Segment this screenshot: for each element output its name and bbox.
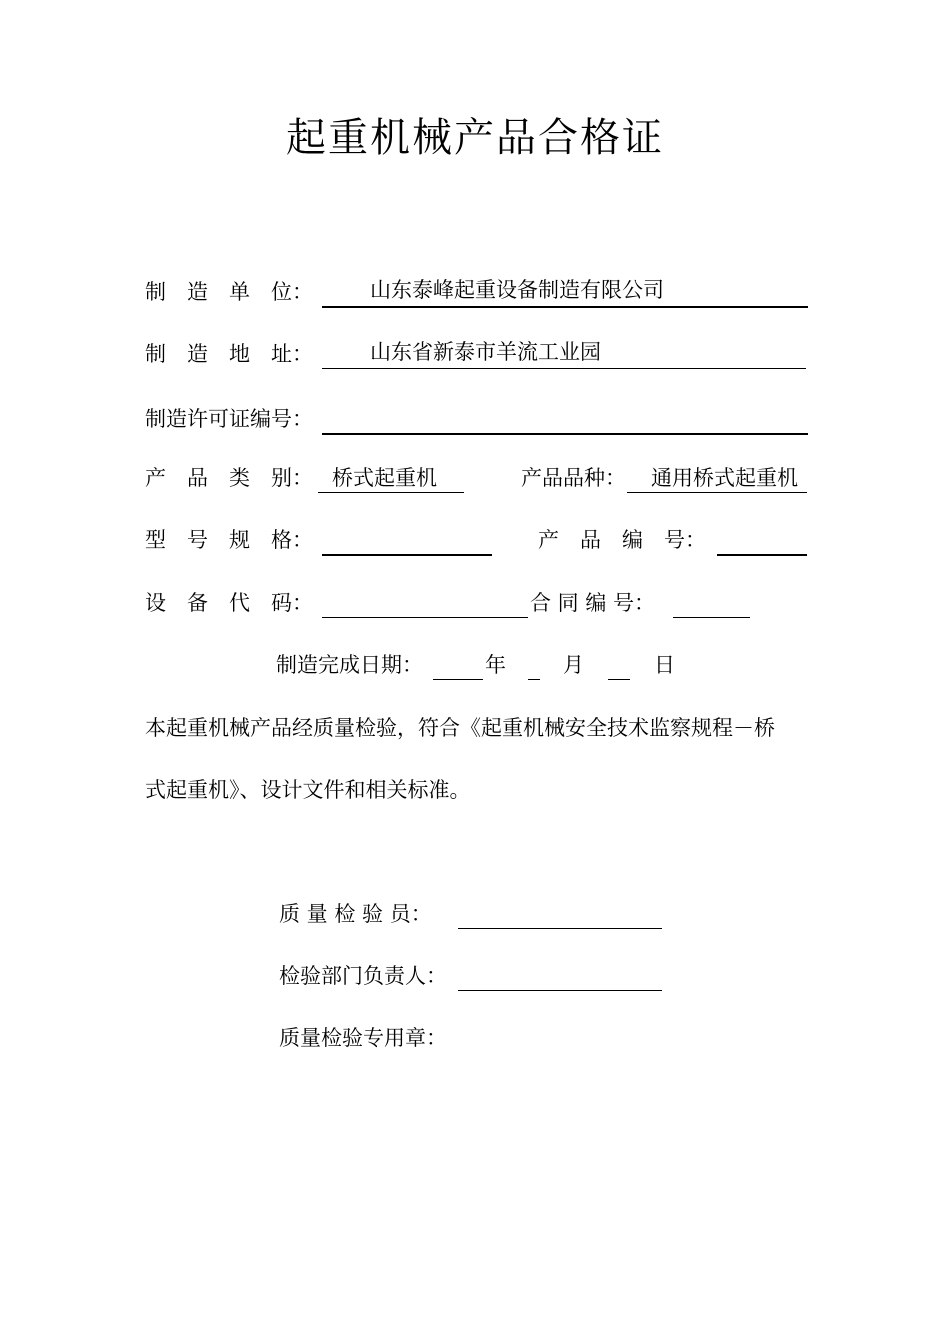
manufacturer-underline: [322, 306, 808, 308]
category-value: 桥式起重机: [332, 466, 437, 490]
category-underline: [318, 492, 464, 493]
equipment-code-label: 设 备 代 码：: [145, 591, 313, 615]
license-underline: [322, 433, 808, 435]
address-label: 制 造 地 址：: [145, 342, 313, 366]
contract-no-underline: [673, 617, 750, 618]
statement-line-2: 式起重机》、设计文件和相关标准。: [145, 778, 471, 802]
manufacturer-label: 制 造 单 位：: [145, 280, 313, 304]
dept-head-signature-line: [458, 990, 662, 991]
inspector-signature-line: [458, 928, 662, 929]
seal-label: 质量检验专用章：: [279, 1026, 447, 1050]
product-no-label: 产 品 编 号：: [538, 528, 706, 552]
date-year-unit: 年: [485, 653, 506, 677]
dept-head-label: 检验部门负责人：: [279, 964, 447, 988]
variety-underline: [627, 492, 807, 493]
equipment-code-underline: [322, 617, 528, 618]
contract-no-label: 合 同 编 号：: [530, 591, 656, 615]
date-year-underline: [433, 679, 483, 680]
date-day-underline: [608, 679, 630, 680]
license-label: 制造许可证编号：: [145, 407, 313, 431]
date-month-underline: [528, 679, 540, 680]
date-day-unit: 日: [654, 653, 675, 677]
completion-date-label: 制造完成日期：: [276, 653, 423, 677]
page-title: 起重机械产品合格证: [286, 115, 664, 161]
statement-line-1: 本起重机械产品经质量检验，符合《起重机械安全技术监察规程－桥: [145, 716, 775, 740]
model-label: 型 号 规 格：: [145, 528, 313, 552]
category-label: 产 品 类 别：: [145, 466, 313, 490]
address-value: 山东省新泰市羊流工业园: [370, 340, 601, 364]
address-underline: [322, 368, 806, 369]
product-no-underline: [717, 554, 807, 556]
inspector-label: 质 量 检 验 员：: [279, 902, 432, 926]
date-month-unit: 月: [563, 653, 584, 677]
manufacturer-value: 山东泰峰起重设备制造有限公司: [370, 278, 664, 302]
variety-label: 产品品种：: [521, 466, 626, 490]
model-underline: [322, 554, 492, 556]
variety-value: 通用桥式起重机: [651, 466, 798, 490]
